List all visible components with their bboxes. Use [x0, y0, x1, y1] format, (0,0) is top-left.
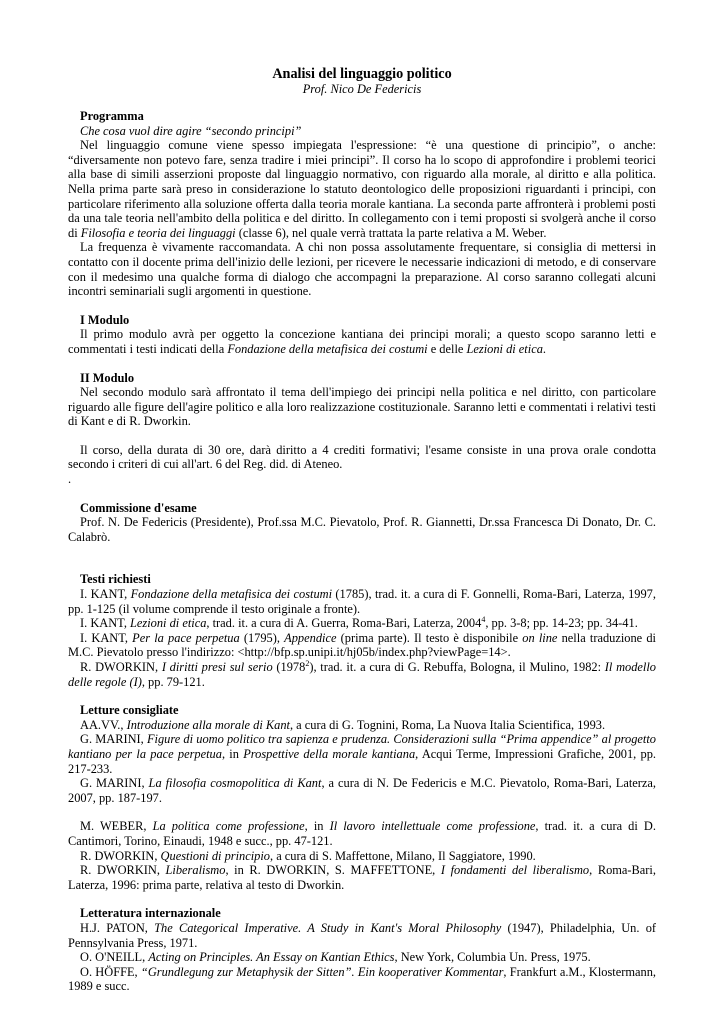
programma-subtitle: Che cosa vuol dire agire “secondo principi” — [80, 123, 302, 138]
section-heading-testi: Testi richiesti — [80, 572, 151, 587]
letture-item-5: R. DWORKIN, Questioni di principio, a cura di S. Maffettone, Milano, Il Saggiatore, 1990. — [80, 848, 536, 863]
section-heading-programma: Programma — [80, 109, 144, 123]
section-heading-modulo-2: II Modulo — [80, 370, 135, 385]
testi-section — [68, 572, 656, 689]
letture-item-2: G. MARINI, Figure di uomo politico tra sapienza e prudenza. Considerazioni sulla “Prima appendice” al progetto kantiano per la pace perpetua, in Prospettive della morale kantiana, Acqui Terme, Impressioni Grafiche, 2001, pp. 217-233. — [68, 732, 656, 776]
crediti-section — [68, 443, 656, 487]
internazionale-item-3: O. HÖFFE, “Grundlegung zur Metaphysik der Sitten”. Ein kooperativer Kommentar, Frankfurt a.M., Klostermann, 1989 e succ. — [68, 964, 657, 994]
letture-item-6: R. DWORKIN, Liberalismo, in R. DWORKIN, S. MAFFETTONE, I fondamenti del liberalismo, Roma-Bari, Laterza, 1996: prima parte, relativa al testo di Dworkin. — [68, 863, 656, 892]
internazionale-item-2: O. O'NEILL, Acting on Principles. An Essay on Kantian Ethics, New York, Columbia Un. Press, 1975. — [80, 950, 591, 965]
document-page — [68, 66, 656, 994]
modulo-1-text: Il primo modulo avrà per oggetto la concezione kantiana dei principi morali; a questo scopo saranno letti e commentati i testi indicati della Fondazione della metafisica dei costumi e delle Lezioni di etica. — [68, 327, 656, 356]
programma-paragraph-2: La frequenza è vivamente raccomandata. A chi non possa assolutamente frequentare, si consiglia di mettersi in contatto con il docente prima dell'inizio delle lezioni, per ricevere le necessarie indicazioni di metodo, e di conservare con il medesimo una qualche forma di dialogo che accompagni la preparazione. Al corso saranno collegati alcuni incontri seminariali sugli argomenti in questione. — [68, 240, 656, 299]
programma-paragraph-1: Nel linguaggio comune viene spesso impiegata l'espressione: “è una questione di principio”, o anche: “diversamente non potevo fare, senza tradire i miei principi”. Il corso ha lo scopo di approfondire i problemi teorici alla base di simili asserzioni proposte dal linguaggio normativo, con riguardo alla morale, al diritto e alla politica. Nella prima parte sarà preso in considerazione lo statuto deontologico delle proposizioni riguardanti i principi, con particolare riferimento alla soluzione offerta dalla teoria morale kantiana. La seconda parte affronterà i problemi posti da una tale teoria nell'ambito della politica e del diritto. In collegamento con i temi proposti si svolgerà anche il corso di Filosofia e teoria dei linguaggi (classe 6), nel quale verrà trattata la parte relativa a M. Weber. — [68, 138, 656, 240]
internazionale-section — [68, 906, 656, 994]
letture-item-3: G. MARINI, La filosofia cosmopolitica di Kant, a cura di N. De Federicis e M.C. Pievatolo, Roma-Bari, Laterza, 2007, pp. 187-197. — [68, 776, 656, 805]
section-heading-letture: Letture consigliate — [80, 703, 179, 718]
commissione-section — [68, 501, 656, 545]
document-author: Prof. Nico De Federicis — [302, 82, 422, 96]
commissione-text: Prof. N. De Federicis (Presidente), Prof.ssa M.C. Pievatolo, Prof. R. Giannetti, Dr.ssa Francesca Di Donato, Dr. C. Calabrò. — [68, 515, 656, 544]
document-title: Analisi del linguaggio politico — [272, 66, 452, 82]
section-heading-internazionale: Letteratura internazionale — [80, 906, 221, 921]
modulo-2-text: Nel secondo modulo sarà affrontato il tema dell'impiego dei principi nella politica e nel diritto, con particolare riguardo alle figure dell'agire politico e alla loro realizzazione costituzionale. Saranno letti e commentati i relativi testi di Kant e di R. Dworkin. — [68, 385, 656, 429]
letture-section — [68, 703, 656, 892]
crediti-text: Il corso, della durata di 30 ore, darà diritto a 4 crediti formativi; l'esame consiste in una prova orale condotta secondo i criteri di cui all'art. 6 del Reg. did. di Ateneo. — [68, 442, 656, 472]
modulo-1-section — [68, 313, 656, 357]
stray-dot: . — [68, 472, 72, 487]
internazionale-item-1: H.J. PATON, The Categorical Imperative. A Study in Kant's Moral Philosophy (1947), Philadelphia, Un. of Pennsylvania Press, 1971. — [68, 920, 657, 950]
section-heading-commissione: Commissione d'esame — [80, 500, 197, 515]
testi-item-1: I. KANT, Fondazione della metafisica dei costumi (1785), trad. it. a cura di F. Gonnelli, Roma-Bari, Laterza, 1997, pp. 1-125 (il volume comprende il testo originale a fronte). — [68, 587, 656, 616]
testi-item-4: R. DWORKIN, I diritti presi sul serio (1978$^2$), trad. it. a cura di G. Rebuffa, Bologna, il Mulino, 1982: Il modello delle regole (I), pp. 79-121. — [68, 658, 656, 689]
letture-item-1: AA.VV., Introduzione alla morale di Kant, a cura di G. Tognini, Roma, La Nuova Italia Scientifica, 1993. — [80, 717, 606, 732]
testi-item-2: I. KANT, Lezioni di etica, trad. it. a cura di A. Guerra, Roma-Bari, Laterza, 2004$^4$, pp. 3-8; pp. 14-23; pp. 34-41. — [80, 615, 638, 631]
section-heading-modulo-1: I Modulo — [80, 312, 130, 327]
modulo-2-section — [68, 371, 656, 429]
testi-item-3: I. KANT, Per la pace perpetua (1795), Appendice (prima parte). Il testo è disponibile on line nella traduzione di M.C. Pievatolo presso l'indirizzo: <http://bfp.sp.unipi.it/hj05b/index.php?viewPage=14>. — [68, 630, 656, 660]
letture-item-4: M. WEBER, La politica come professione, in Il lavoro intellettuale come professione, trad. it. a cura di D. Cantimori, Torino, Einaudi, 1948 e succ., pp. 47-121. — [68, 819, 656, 848]
